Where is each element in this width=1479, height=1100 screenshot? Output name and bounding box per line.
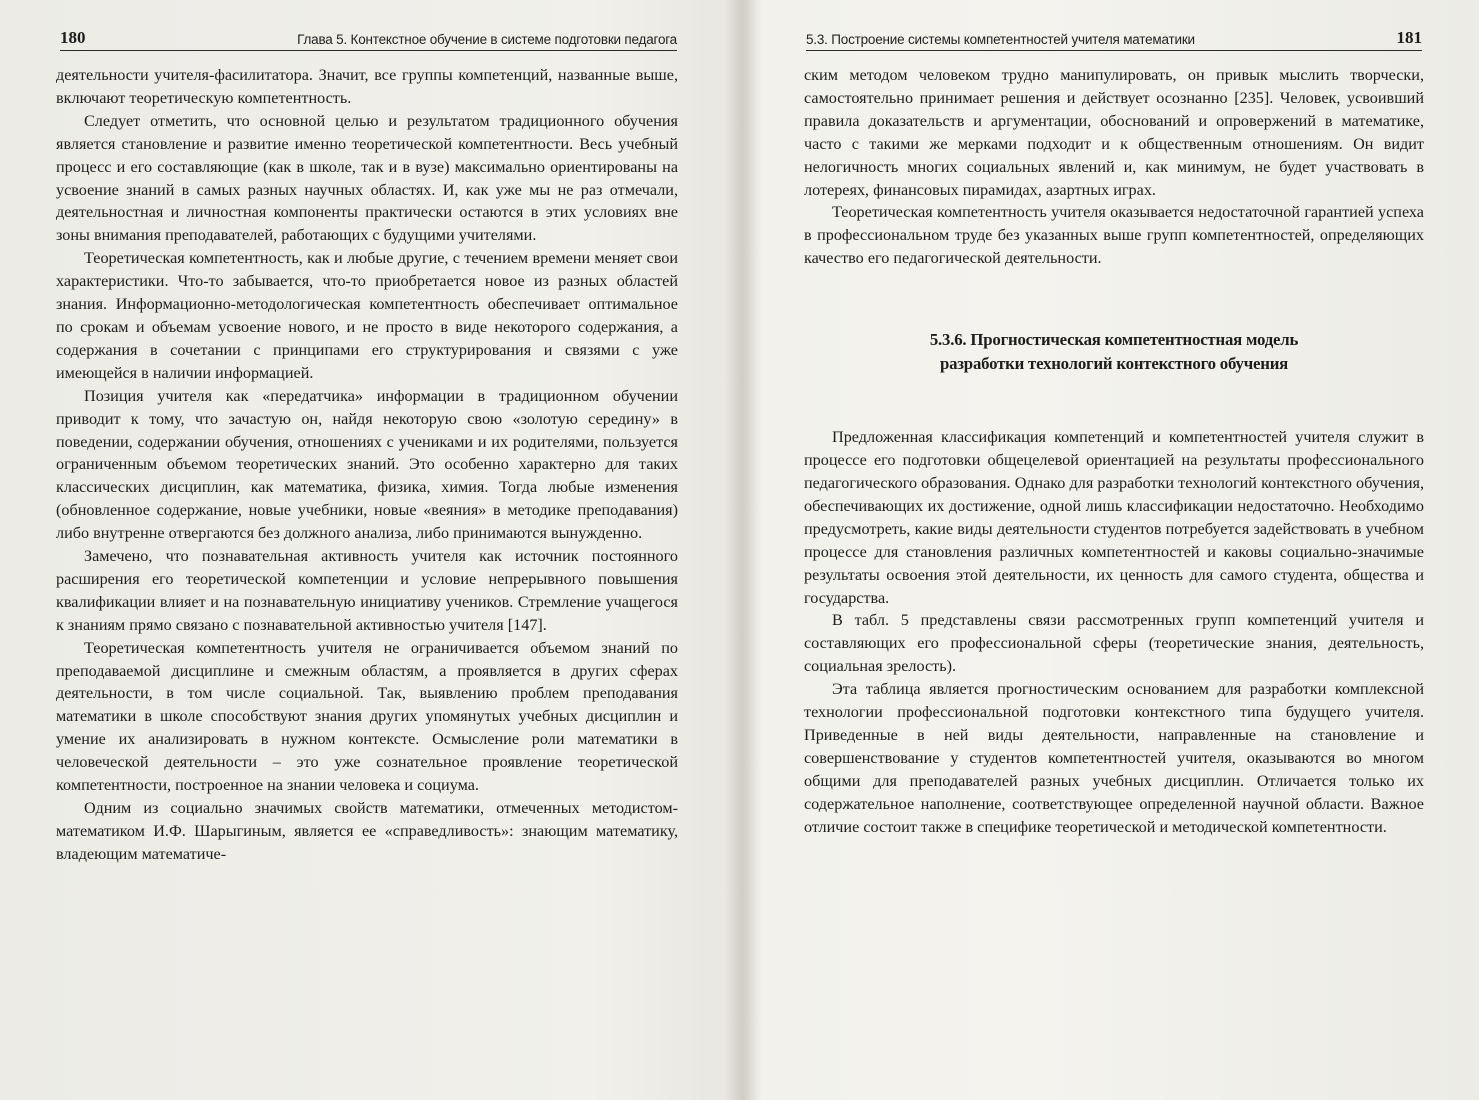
section-heading xyxy=(804,328,1424,376)
page-number: 180 xyxy=(60,28,86,47)
paragraph: Предложенная классификация компетенций и компетентностей учителя служит в процессе его подготовки общецелевой ориентацией на результаты профессионального педагогического образования. Однако для разработки технологий контекстного обучения, обеспечивающих их достижение, одной лишь классификации недостаточно. Необходимо предусмотреть, какие виды деятельности студентов потребуется задействовать в учебном процессе для становления различных компетентностей и каковы социально-значимые результаты освоения этой деятельности, их ценность для самого студента, общества и государства. xyxy=(804,428,1424,607)
paragraph: Одним из социально значимых свойств математики, отмеченных методистом-математиком И.Ф. Шарыгиным, является ее «справедливость»: знающим математику, владеющим математиче- xyxy=(56,799,678,863)
paragraph: деятельности учителя-фасилитатора. Значит, все группы компетенций, названные выше, включают теоретическую компетентность. xyxy=(56,66,678,107)
right-page-header xyxy=(806,26,1422,51)
paragraph: В табл. 5 представлены связи рассмотренных групп компетенций учителя и составляющих его профессиональной сферы (теоретические знания, деятельность, социальная зрелость). xyxy=(804,611,1424,676)
paragraph: Теоретическая компетентность, как и любые другие, с течением времени меняет свои характеристики. Что-то забывается, что-то приобретается новое из разных областей знания. Информационно-методологическая компетентность обеспечивает оптимальное по срокам и объемам усвоение нового, и не просто в виде некоторого содержания, а содержания в сочетании с принципами его структурирования и связями с уже имеющейся в наличии информацией. xyxy=(56,249,678,382)
paragraph: Позиция учителя как «передатчика» информации в традиционном обучении приводит к тому, что зачастую он, найдя некоторую свою «золотую середину» в поведении, содержании обучения, отношениях с учениками и их родителями, пользуется ограниченным объемом теоретических знаний. Это особенно характерно для таких классических дисциплин, как математика, физика, химия. Тогда любые изменения (обновленное содержание, новые учебники, новые «веяния» в методике преподавания) либо внутренне отвергаются без должного анализа, либо принимаются вынужденно. xyxy=(56,386,678,543)
right-page-body xyxy=(804,64,1424,838)
paragraph: Теоретическая компетентность учителя не ограничивается объемом знаний по преподаваемой дисциплине и смежным областям, а проявляется в других сферах деятельности, в том числе социальной. Так, выявлению проблем преподавания математики в школе способствуют знания других упомянутых учебных дисциплин и умение их анализировать в нужном контексте. Осмысление роли математики в человеческой деятельности – это уже сознательное проявление теоретической компетентности, построенное на знании человека и социума. xyxy=(56,638,678,795)
right-page xyxy=(752,0,1479,1100)
paragraph: ским методом человеком трудно манипулировать, он привык мыслить творчески, самостоятельно принимает решения и действует осознанно [235]. Человек, усвоивший правила доказательств и аргументации, обоснований и опровержений в математике, часто с такими же мерками подходит и к общественным отношениям. Он видит нелогичность многих социальных явлений и, как минимум, не будет участвовать в лотереях, финансовых пирамидах, азартных играх. xyxy=(804,66,1424,199)
section-heading-line: 5.3.6. Прогностическая компетентностная модель xyxy=(929,330,1299,350)
left-page-body xyxy=(56,64,678,866)
running-head: Глава 5. Контекстное обучение в системе подготовки педагога xyxy=(297,32,677,47)
running-head: 5.3. Построение системы компетентностей учителя математики xyxy=(806,32,1195,47)
paragraph: Следует отметить, что основной целью и результатом традиционного обучения является становление и развитие именно теоретической компетентности. Весь учебный процесс и его составляющие (как в школе, так и в вузе) максимально ориентированы на усвоение знаний в самых разных научных областях. И, как уже мы не раз отмечали, деятельностная и личностная компоненты практически остаются в этих условиях вне зоны внимания преподавателей, работающих с будущими учителями. xyxy=(56,111,678,245)
left-page-header xyxy=(60,26,677,51)
paragraph: Теоретическая компетентность учителя оказывается недостаточной гарантией успеха в профессиональном труде без указанных выше групп компетентностей, определяющих качество его педагогической деятельности. xyxy=(804,203,1424,268)
paragraph: Эта таблица является прогностическим основанием для разработки комплексной технологии профессиональной подготовки контекстного типа будущего учителя. Приведенные в ней виды деятельности, направленные на становление и совершенствование у студентов компетентностей учителя, оказываются во многом общими для преподавателей разных учебных дисциплин. Отличается только их содержательное наполнение, соответствующее определенной научной области. Важное отличие состоит также в специфике теоретической и методической компетентности. xyxy=(804,680,1424,836)
paragraph: Замечено, что познавательная активность учителя как источник постоянного расширения его теоретической компетенции и условие непрерывного повышения квалификации влияет и на познавательную инициативу учеников. Стремление учащегося к знаниям прямо связано с познавательной активностью учителя [147]. xyxy=(56,547,678,634)
section-heading-line: разработки технологий контекстного обучения xyxy=(939,354,1289,374)
page-number: 181 xyxy=(1396,28,1422,47)
